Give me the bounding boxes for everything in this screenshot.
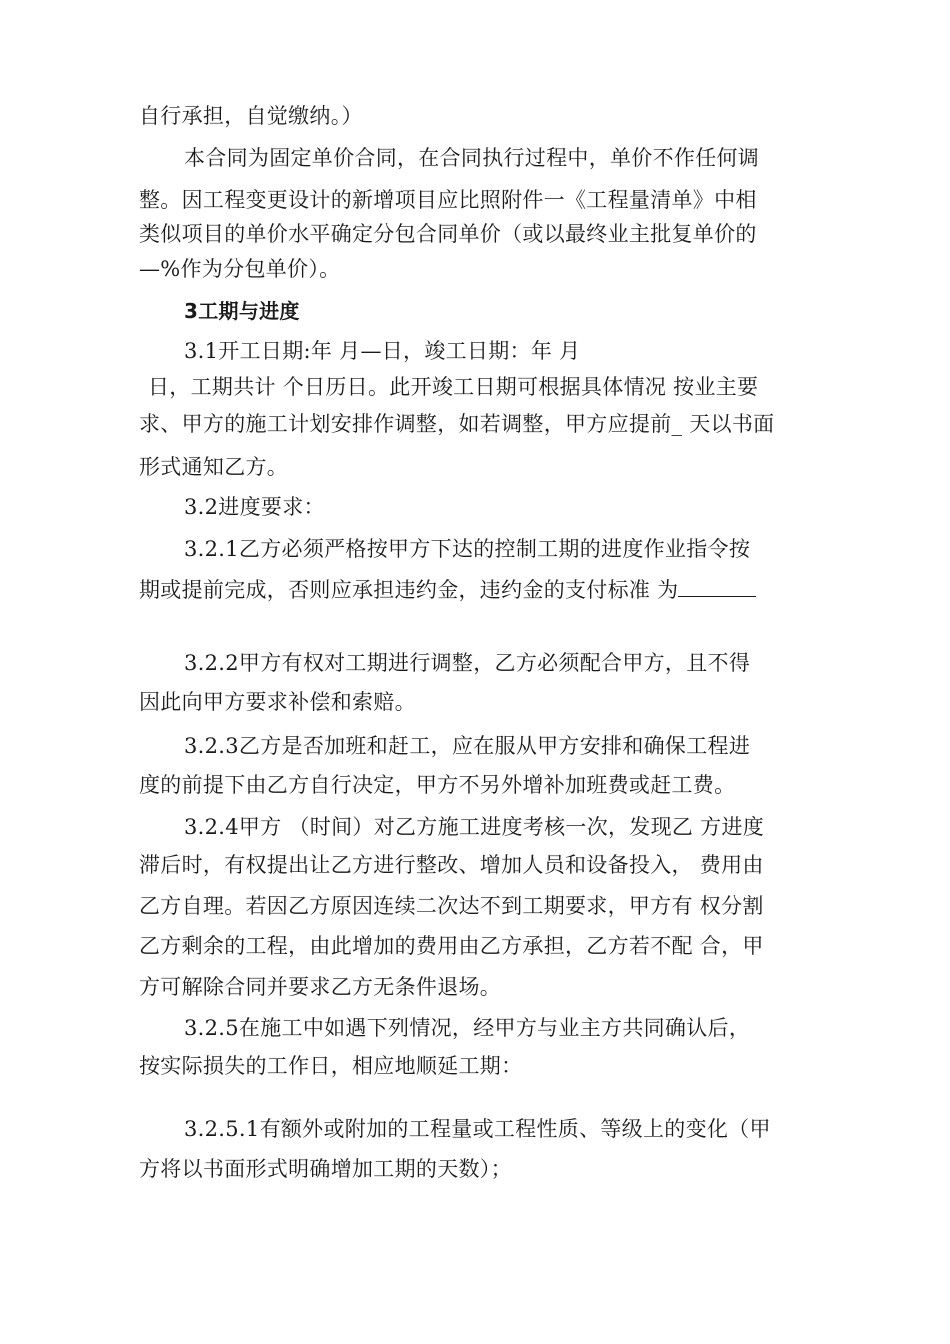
- subsection-heading: 3.2进度要求：: [184, 495, 325, 519]
- text-line: 方可解除合同并要求乙方无条件退场。: [139, 975, 502, 999]
- paragraph-first-line: 3.2.5在施工中如遇下列情况，经甲方与业主方共同确认后，: [184, 1016, 751, 1040]
- text-line: 度的前提下由乙方自行决定，甲方不另外增补加班费或赶工费。: [139, 773, 736, 797]
- text-segment: 期或提前完成，否则应承担违约金，违约金的支付标准 为: [139, 578, 679, 602]
- text-line: 因此向甲方要求补偿和索赔。: [139, 690, 416, 714]
- text-line-with-blank: [139, 575, 756, 605]
- text-line: 自行承担，自觉缴纳。）: [139, 104, 363, 128]
- text-line: 方将以书面形式明确增加工期的天数）；: [139, 1157, 512, 1181]
- paragraph-first-line: 3.2.4甲方 （时间）对乙方施工进度考核一次，发现乙 方进度: [184, 815, 765, 839]
- section-heading: 3工期与进度: [184, 299, 300, 323]
- text-line: 按实际损失的工作日，相应地顺延工期：: [139, 1054, 523, 1078]
- text-line: 滞后时，有权提出让乙方进行整改、增加人员和设备投入， 费用由: [139, 853, 764, 877]
- text-line: —%作为分包单价）。: [139, 257, 341, 281]
- text-line: 形式通知乙方。: [139, 455, 289, 479]
- text-line: 日，工期共计 个日历日。此开竣工日期可根据具体情况 按业主要: [148, 375, 759, 399]
- text-line: 乙方剩余的工程，由此增加的费用由乙方承担，乙方若不配 合，甲: [139, 934, 764, 958]
- text-line: 类似项目的单价水平确定分包合同单价（或以最终业主批复单价的: [139, 222, 757, 246]
- text-line: 整。因工程变更设计的新增项目应比照附件一《工程量清单》中相: [139, 188, 757, 212]
- paragraph-first-line: 3.2.3乙方是否加班和赶工，应在服从甲方安排和确保工程进: [184, 734, 751, 758]
- paragraph-first-line: 3.2.1乙方必须严格按甲方下达的控制工期的进度作业指令按: [184, 537, 751, 561]
- paragraph-first-line: 3.1开工日期:年 月—日，竣工日期：年 月: [184, 339, 581, 363]
- fill-in-blank: [678, 576, 756, 597]
- text-line: 求、甲方的施工计划安排作调整，如若调整，甲方应提前_ 天以书面: [139, 412, 775, 436]
- paragraph-first-line: 本合同为固定单价合同，在合同执行过程中，单价不作任何调: [184, 146, 760, 170]
- text-line: 乙方自理。若因乙方原因连续二次达不到工期要求，甲方有 权分割: [139, 894, 764, 918]
- paragraph-first-line: 3.2.5.1有额外或附加的工程量或工程性质、等级上的变化（甲: [184, 1117, 771, 1141]
- paragraph-first-line: 3.2.2甲方有权对工期进行调整，乙方必须配合甲方，且不得: [184, 651, 751, 675]
